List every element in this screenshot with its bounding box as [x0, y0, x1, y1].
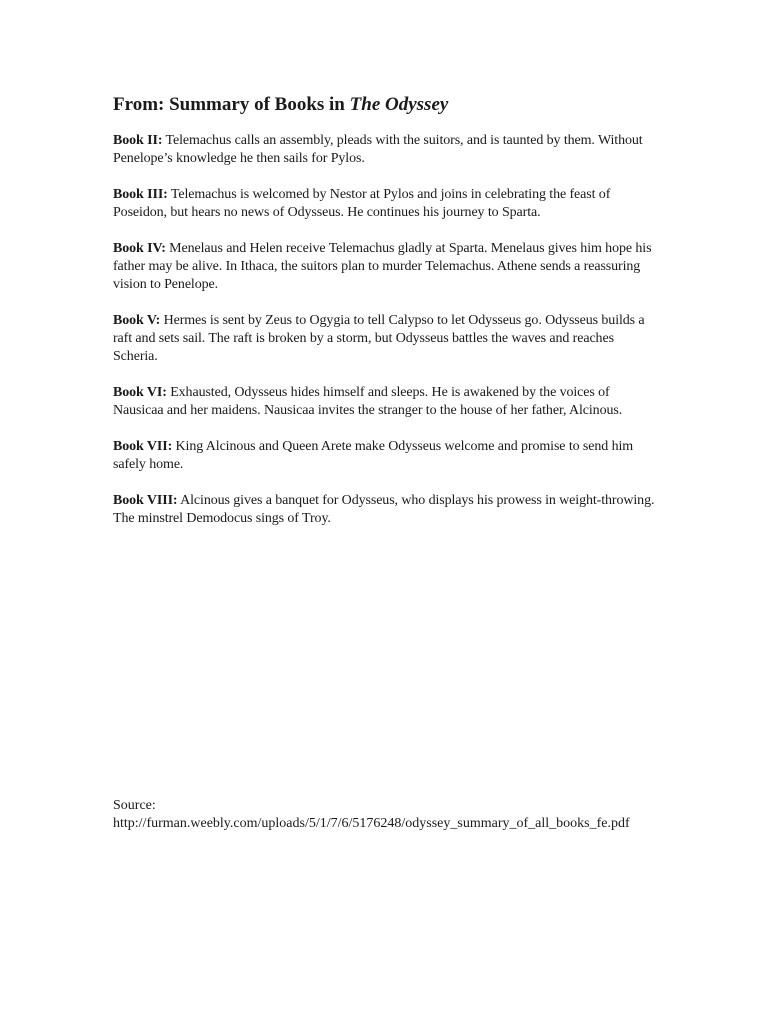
source-citation [113, 797, 658, 833]
entry-book-vi [113, 384, 658, 420]
entry-label: Book VII: [113, 439, 173, 454]
entry-text: Exhausted, Odysseus hides himself and sleeps. He is awakened by the voices of Nausicaa and her maidens. Nausicaa invites the stranger to the house of her father, Alcinous. [113, 385, 623, 418]
entry-text: King Alcinous and Queen Arete make Odysseus welcome and promise to send him safely home. [113, 439, 634, 472]
source-url[interactable]: http://furman.weebly.com/uploads/5/1/7/6/5176248/odyssey_summary_of_all_books_fe.pdf [113, 816, 630, 831]
entry-label: Book VIII: [113, 493, 178, 508]
document-title [113, 94, 658, 116]
entry-text: Alcinous gives a banquet for Odysseus, who displays his prowess in weight-throwing. The minstrel Demodocus sings of Troy. [113, 493, 655, 526]
entry-text: Hermes is sent by Zeus to Ogygia to tell Calypso to let Odysseus go. Odysseus builds a raft and sets sail. The raft is broken by a storm, but Odysseus battles the waves and reaches Scheria. [113, 313, 645, 364]
entry-label: Book III: [113, 187, 168, 202]
entry-book-iii [113, 186, 658, 222]
entry-book-ii [113, 132, 658, 168]
entry-book-iv [113, 240, 658, 294]
entry-text: Menelaus and Helen receive Telemachus gladly at Sparta. Menelaus gives him hope his father may be alive. In Ithaca, the suitors plan to murder Telemachus. Athene sends a reassuring vision to Penelope. [113, 241, 652, 292]
entry-text: Telemachus calls an assembly, pleads with the suitors, and is taunted by them. Without Penelope’s knowledge he then sails for Pylos. [113, 133, 643, 166]
title-prefix: From: Summary of Books in [113, 94, 350, 115]
entry-book-v [113, 312, 658, 366]
entry-book-viii [113, 492, 658, 528]
entry-label: Book IV: [113, 241, 166, 256]
entry-book-vii [113, 438, 658, 474]
entry-label: Book V: [113, 313, 161, 328]
source-label: Source: [113, 798, 156, 813]
title-italic: The Odyssey [349, 94, 449, 115]
entry-text: Telemachus is welcomed by Nestor at Pylos and joins in celebrating the feast of Poseidon, but hears no news of Odysseus. He continues his journey to Sparta. [113, 187, 611, 220]
entry-label: Book II: [113, 133, 163, 148]
entry-label: Book VI: [113, 385, 167, 400]
document-body [113, 94, 658, 546]
